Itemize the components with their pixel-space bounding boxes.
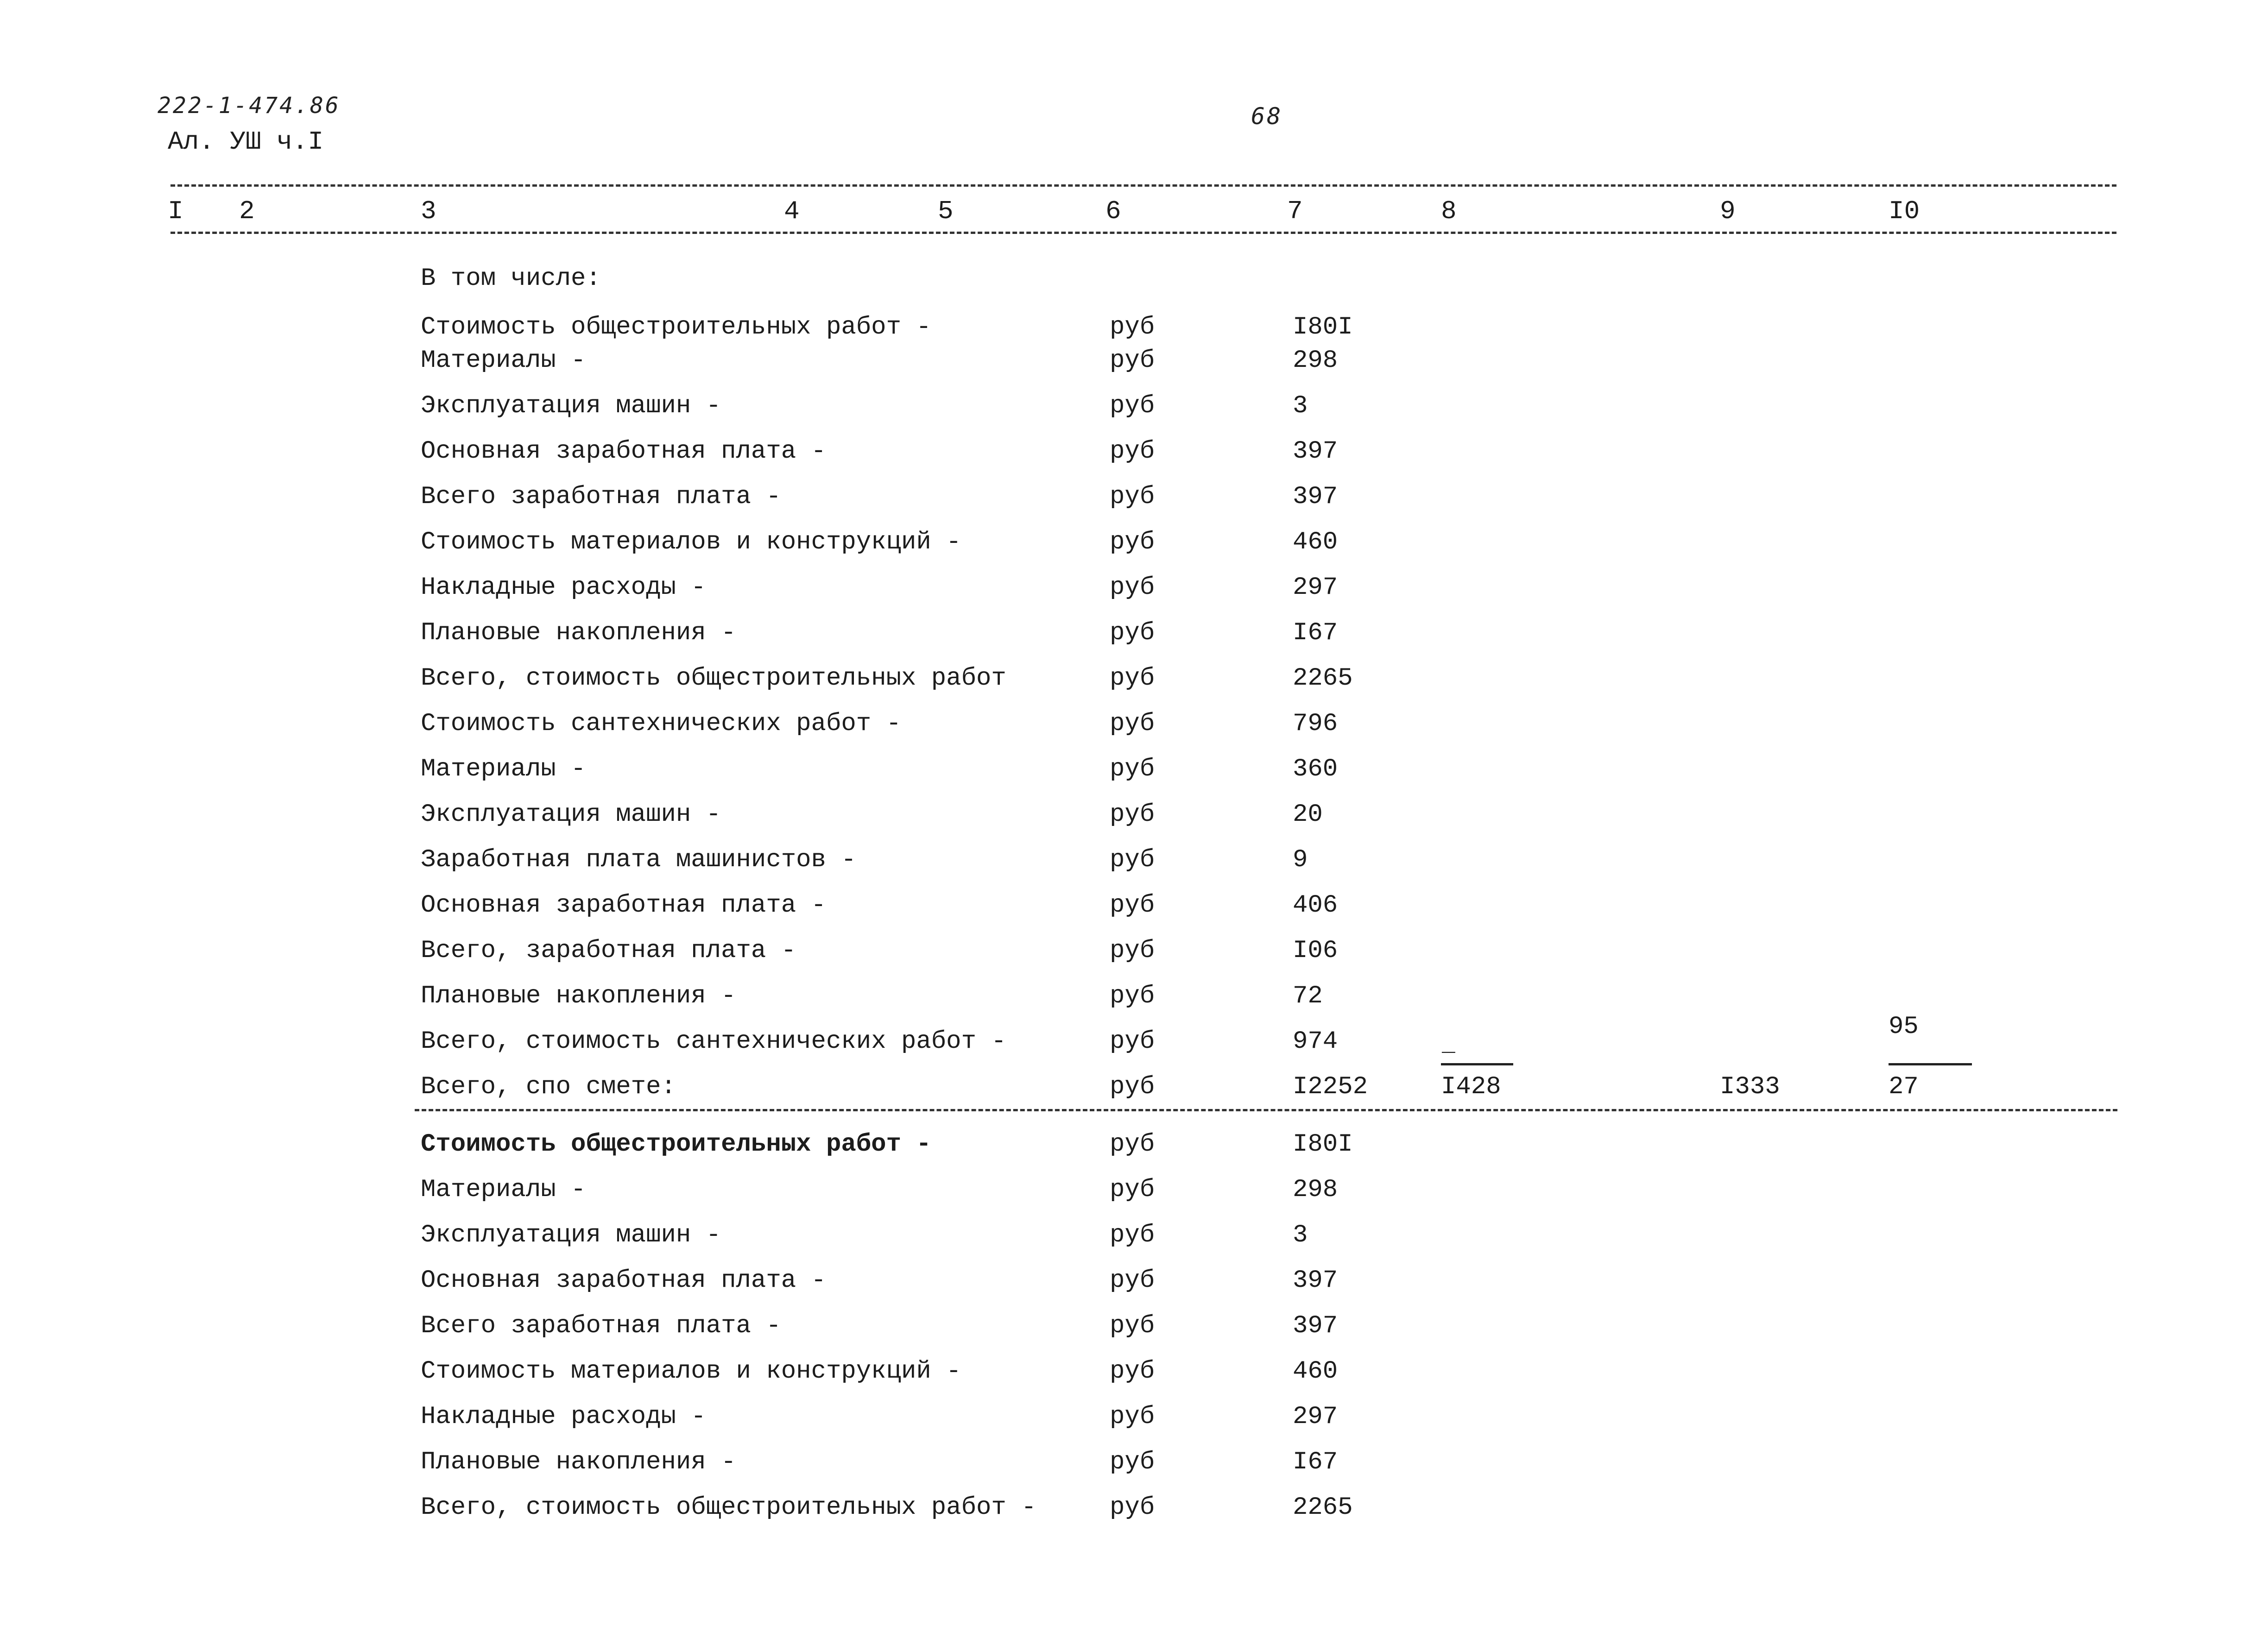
row-value: I80I (1293, 313, 1353, 341)
list-item (0, 1027, 2268, 1058)
row-label: Заработная плата машинистов - (421, 846, 856, 874)
column-header-1: I (168, 196, 183, 226)
row-value: 360 (1293, 755, 1338, 783)
col8-fraction-bar (1441, 1063, 1513, 1065)
header-bottom-dashed-rule (171, 232, 2116, 234)
list-item (0, 1357, 2268, 1385)
col8-numerator: _ (1442, 1033, 1455, 1058)
row-value: I80I (1293, 1130, 1353, 1159)
row-unit: руб (1110, 755, 1155, 783)
row-value: 20 (1293, 800, 1323, 829)
row-label: Стоимость материалов и конструкций - (421, 528, 961, 556)
list-item (0, 800, 2268, 828)
row-unit: руб (1110, 392, 1155, 420)
row-value: 3 (1293, 1221, 1308, 1249)
row-label: Основная заработная плата - (421, 437, 826, 466)
row-label: Стоимость общестроительных работ - (421, 1130, 931, 1159)
row-value: 297 (1293, 1403, 1338, 1431)
row-label: Стоимость общестроительных работ - (421, 313, 931, 341)
section-intro: В том числе: (421, 265, 601, 293)
album-label: Ал. УШ ч.I (168, 127, 324, 157)
total-row (0, 1073, 2268, 1101)
row-value: 460 (1293, 1357, 1338, 1386)
row-label: Эксплуатация машин - (421, 1221, 721, 1249)
row-unit: руб (1110, 982, 1155, 1010)
row-value: 406 (1293, 891, 1338, 920)
row-value: 397 (1293, 1312, 1338, 1340)
list-item (0, 346, 2268, 374)
row-value: I67 (1293, 1448, 1338, 1476)
row-unit: руб (1110, 891, 1155, 920)
list-item (0, 1493, 2268, 1521)
row-label: Всего, стоимость сантехнических работ - (421, 1027, 1006, 1056)
row-unit: руб (1110, 1448, 1155, 1476)
total-col10: 27 (1889, 1073, 1919, 1101)
row-label: Всего заработная плата - (421, 483, 781, 511)
row-unit: руб (1110, 1493, 1155, 1522)
column-header-7: 7 (1287, 196, 1303, 226)
header-top-dashed-rule (171, 184, 2116, 187)
total-col7: I2252 (1293, 1073, 1368, 1101)
row-value: I67 (1293, 619, 1338, 647)
column-header-10: I0 (1889, 196, 1920, 226)
total-col9: I333 (1720, 1073, 1780, 1101)
row-value: I06 (1293, 937, 1338, 965)
list-item (0, 664, 2268, 692)
row-unit: руб (1110, 1266, 1155, 1295)
row-label: Материалы - (421, 755, 586, 783)
row-unit: руб (1110, 937, 1155, 965)
row-unit: руб (1110, 313, 1155, 341)
list-item (0, 1403, 2268, 1430)
row-value: 9 (1293, 846, 1308, 874)
list-item (0, 619, 2268, 647)
list-item (0, 437, 2268, 465)
column-header-8: 8 (1441, 196, 1457, 226)
total-unit: руб (1110, 1073, 1155, 1101)
column-header-9: 9 (1720, 196, 1736, 226)
row-value: 298 (1293, 346, 1338, 375)
col10-fraction-bar (1889, 1063, 1972, 1065)
row-label: Всего, стоимость общестроительных работ (421, 664, 1006, 693)
row-unit: руб (1110, 528, 1155, 556)
list-item (0, 392, 2268, 420)
row-unit: руб (1110, 1130, 1155, 1159)
row-label: Материалы - (421, 346, 586, 375)
list-item (0, 1221, 2268, 1249)
row-unit: руб (1110, 664, 1155, 693)
row-unit: руб (1110, 1312, 1155, 1340)
row-value: 2265 (1293, 664, 1353, 693)
list-item (0, 483, 2268, 510)
list-item (0, 1266, 2268, 1294)
row-value: 297 (1293, 573, 1338, 602)
row-label: Накладные расходы - (421, 573, 706, 602)
col10-numerator: 95 (1889, 1013, 1919, 1041)
document-code: 222-1-474.86 (158, 93, 341, 119)
row-value: 397 (1293, 483, 1338, 511)
column-header-5: 5 (938, 196, 954, 226)
row-unit: руб (1110, 710, 1155, 738)
total-dashed-rule (415, 1109, 2117, 1111)
row-value: 460 (1293, 528, 1338, 556)
row-unit: руб (1110, 483, 1155, 511)
list-item (0, 755, 2268, 783)
list-item (0, 1176, 2268, 1203)
row-label: Всего заработная плата - (421, 1312, 781, 1340)
list-item (0, 846, 2268, 874)
row-label: Эксплуатация машин - (421, 800, 721, 829)
page-number: 68 (1251, 103, 1283, 130)
list-item (0, 313, 2268, 341)
column-header-2: 2 (239, 196, 255, 226)
row-unit: руб (1110, 437, 1155, 466)
row-unit: руб (1110, 619, 1155, 647)
row-label: Эксплуатация машин - (421, 392, 721, 420)
row-unit: руб (1110, 800, 1155, 829)
row-label: Стоимость сантехнических работ - (421, 710, 901, 738)
column-header-6: 6 (1106, 196, 1121, 226)
row-value: 298 (1293, 1176, 1338, 1204)
list-item (0, 891, 2268, 919)
row-unit: руб (1110, 1403, 1155, 1431)
row-unit: руб (1110, 346, 1155, 375)
row-value: 796 (1293, 710, 1338, 738)
row-unit: руб (1110, 573, 1155, 602)
row-label: Накладные расходы - (421, 1403, 706, 1431)
row-unit: руб (1110, 846, 1155, 874)
row-label: Материалы - (421, 1176, 586, 1204)
list-item (0, 710, 2268, 737)
row-label: Стоимость материалов и конструкций - (421, 1357, 961, 1386)
row-value: 974 (1293, 1027, 1338, 1056)
row-value: 397 (1293, 437, 1338, 466)
row-unit: руб (1110, 1027, 1155, 1056)
total-col8: I428 (1441, 1073, 1501, 1101)
row-label: Всего, заработная плата - (421, 937, 796, 965)
list-item (0, 1312, 2268, 1340)
list-item (0, 528, 2268, 556)
row-unit: руб (1110, 1176, 1155, 1204)
row-label: Всего, стоимость общестроительных работ - (421, 1493, 1036, 1522)
row-value: 397 (1293, 1266, 1338, 1295)
row-label: Основная заработная плата - (421, 1266, 826, 1295)
column-header-4: 4 (784, 196, 800, 226)
list-item (0, 937, 2268, 964)
list-item (0, 573, 2268, 601)
row-value: 2265 (1293, 1493, 1353, 1522)
list-item (0, 1448, 2268, 1476)
row-label: Основная заработная плата - (421, 891, 826, 920)
row-unit: руб (1110, 1221, 1155, 1249)
list-item (0, 982, 2268, 1010)
row-value: 72 (1293, 982, 1323, 1010)
row-unit: руб (1110, 1357, 1155, 1386)
row-label: Плановые накопления - (421, 1448, 736, 1476)
row-label: Плановые накопления - (421, 982, 736, 1010)
list-item (0, 1130, 2268, 1158)
row-value: 3 (1293, 392, 1308, 420)
total-label: Всего, спо смете: (421, 1073, 676, 1101)
column-header-3: 3 (421, 196, 436, 226)
row-label: Плановые накопления - (421, 619, 736, 647)
